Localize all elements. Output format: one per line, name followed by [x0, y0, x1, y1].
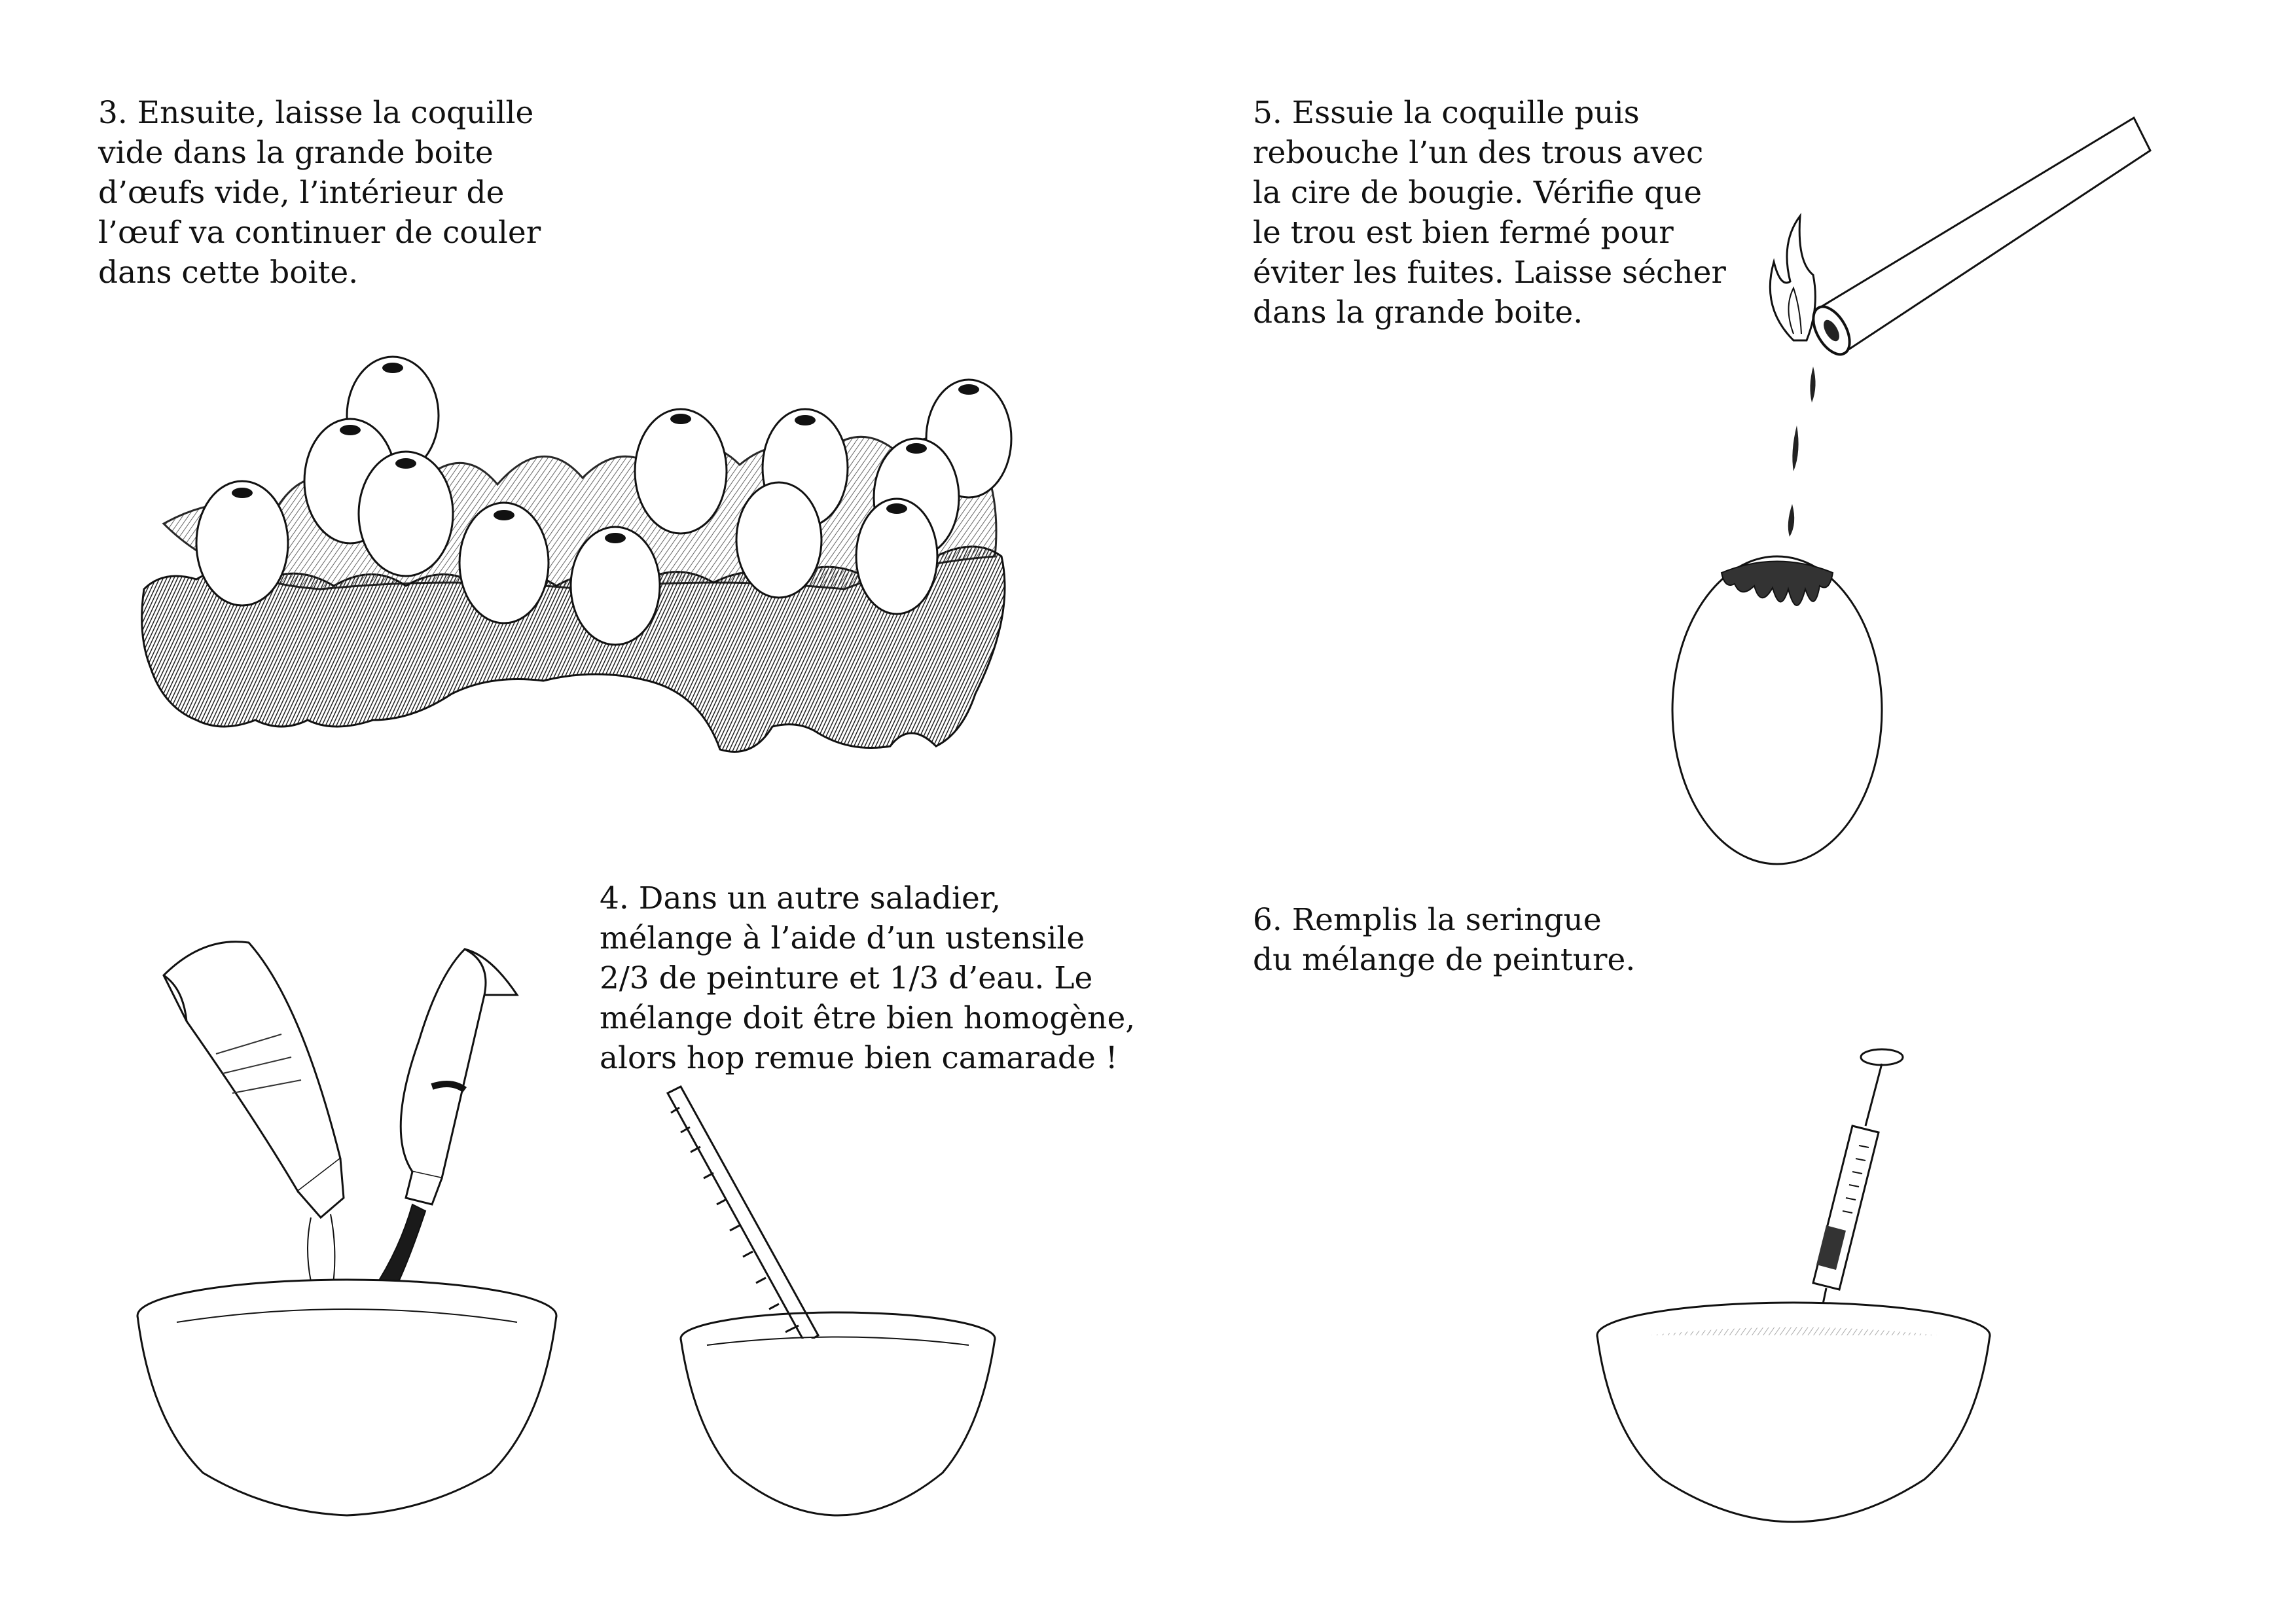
egg-carton-illustration	[124, 327, 1041, 785]
step-4-line-5: alors hop remue bien camarade !	[600, 1040, 1118, 1076]
step-3-line-4: l’œuf va continuer de couler	[98, 215, 541, 251]
step-6-line-1: 6. Remplis la seringue	[1253, 902, 1602, 938]
step-6-text	[1253, 900, 1635, 980]
step-4-line-4: mélange doit être bien homogène,	[600, 1000, 1136, 1036]
candle-wax-egg-illustration	[1663, 111, 2173, 916]
step-4-line-3: 2/3 de peinture et 1/3 d’eau. Le	[600, 960, 1093, 996]
step-3-line-2: vide dans la grande boite	[98, 135, 494, 171]
step-3-line-3: d’œufs vide, l’intérieur de	[98, 175, 505, 211]
step-3-text	[98, 93, 541, 293]
step-4-line-1: 4. Dans un autre saladier,	[600, 880, 1001, 916]
step-3-line-1: 3. Ensuite, laisse la coquille	[98, 95, 534, 131]
step-5-line-3: la cire de bougie. Vérifie que	[1253, 175, 1703, 211]
step-4-text	[600, 878, 1135, 1078]
step-4-line-2: mélange à l’aide d’un ustensile	[600, 920, 1085, 956]
syringe-bowl-illustration	[1584, 1047, 2003, 1532]
step-5-line-2: rebouche l’un des trous avec	[1253, 135, 1704, 171]
step-5-line-5: éviter les fuites. Laisse sécher	[1253, 255, 1726, 291]
step-5-text	[1253, 93, 1726, 333]
step-5-line-6: dans la grande boite.	[1253, 295, 1583, 331]
step-3-line-5: dans cette boite.	[98, 255, 359, 291]
mixing-bowl-illustration	[668, 1087, 1008, 1519]
step-5-line-4: le trou est bien fermé pour	[1253, 215, 1674, 251]
step-5-line-1: 5. Essuie la coquille puis	[1253, 95, 1640, 131]
step-6-line-2: du mélange de peinture.	[1253, 942, 1636, 978]
paint-tubes-bowl-illustration	[124, 923, 583, 1538]
